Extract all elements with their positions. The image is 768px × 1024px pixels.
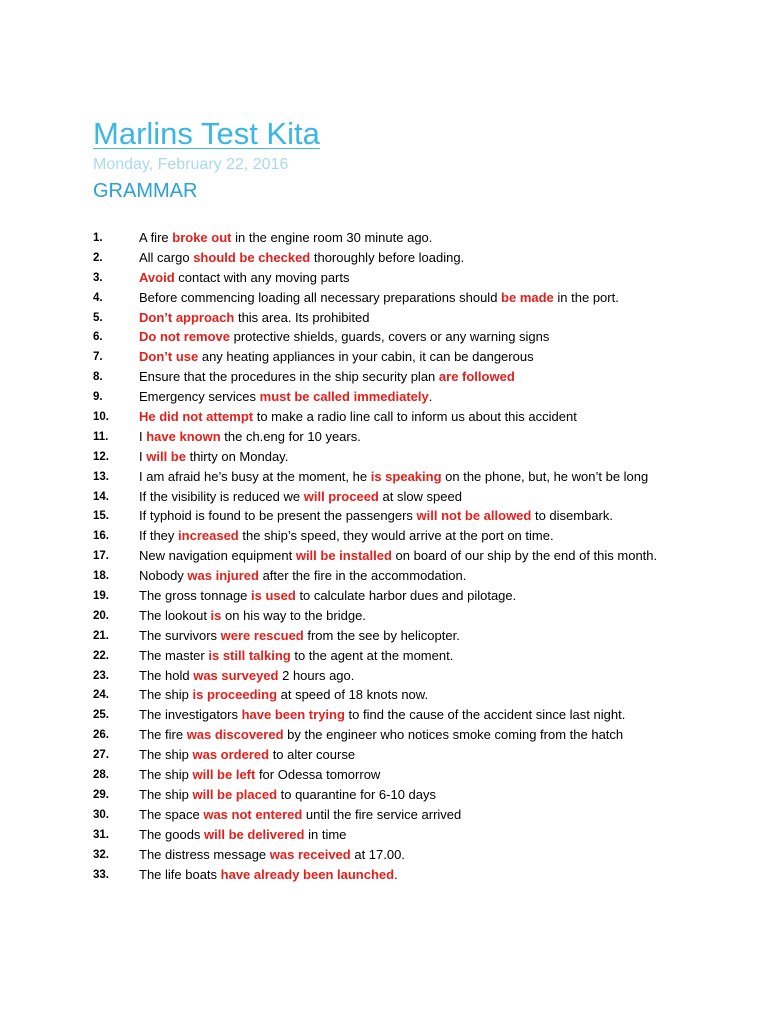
item-number: 6. [93,331,103,344]
item-text [139,389,673,405]
list-item [93,409,673,425]
item-text [139,429,673,445]
sentence-fragment: after the fire in the accommodation. [258,568,467,584]
sentence-fragment: 2 hours ago. [278,667,355,683]
sentence-fragment: protective shields, guards, covers or any warning signs [230,329,550,345]
item-text [139,409,673,425]
item-number: 1. [93,232,103,244]
sentence-fragment: The survivors [139,627,221,643]
list-item [93,767,673,783]
highlighted-answer: broke out [172,230,232,245]
item-number: 2. [93,251,103,264]
item-text [139,847,673,863]
sentence-fragment: The ship [139,786,193,802]
item-text [139,469,673,485]
sentence-fragment: the ch.eng for 10 years. [220,428,361,444]
highlighted-answer: was surveyed [193,667,279,683]
sentence-fragment: contact with any moving parts [174,269,350,285]
highlighted-answer: was discovered [186,727,284,743]
list-item [93,807,673,823]
item-text [139,727,673,743]
sentence-fragment: The distress message [139,846,270,862]
item-text [139,707,673,723]
item-number: 27. [93,749,109,762]
item-number: 30. [93,808,109,821]
sentence-fragment: until the fire service arrived [302,806,462,822]
item-text [139,449,673,465]
item-number: 18. [93,570,109,583]
item-number: 11. [93,430,109,443]
sentence-fragment: in the port. [553,289,619,305]
item-number: 9. [93,391,103,404]
item-text [139,290,673,306]
highlighted-answer: Don’t use [139,349,199,365]
sentence-fragment: to quarantine for 6-10 days [277,786,437,802]
sentence-fragment: thirty on Monday. [185,448,289,464]
highlighted-answer: will be placed [192,786,278,802]
item-number: 8. [93,371,103,384]
sentence-fragment: I [139,448,147,464]
item-number: 13. [93,470,109,483]
list-item [93,548,673,564]
list-item [93,687,673,703]
sentence-fragment: Before commencing loading all necessary preparations should [139,289,502,305]
item-text [139,767,673,783]
section-heading: GRAMMAR [93,180,198,202]
list-item [93,867,673,883]
grammar-list [93,230,673,886]
list-item [93,727,673,743]
sentence-fragment: The fire [139,727,187,743]
highlighted-answer: have known [146,428,221,444]
sentence-fragment: thoroughly before loading. [310,249,465,265]
highlighted-answer: He did not attempt [139,409,254,425]
item-text [139,508,673,524]
item-number: 20. [93,609,109,622]
list-item [93,429,673,445]
list-item [93,628,673,644]
sentence-fragment: The space [139,806,204,822]
sentence-fragment: at 17.00. [350,846,405,862]
item-text [139,747,673,763]
sentence-fragment: The life boats [139,866,221,882]
item-number: 15. [93,510,109,523]
sentence-fragment: All cargo [139,249,194,265]
sentence-fragment: If typhoid is found to be present the passengers [139,508,417,524]
list-item [93,668,673,684]
sentence-fragment: . [428,389,433,405]
sentence-fragment: If the visibility is reduced we [139,488,304,504]
list-item [93,787,673,803]
highlighted-answer: have already been launched [220,866,395,882]
list-item [93,707,673,723]
sentence-fragment: The gross tonnage [139,588,252,604]
item-number: 33. [93,868,109,881]
highlighted-answer: was ordered [192,747,270,763]
sentence-fragment: to find the cause of the accident since last night. [344,707,626,723]
item-text [139,528,673,544]
sentence-fragment: from the see by helicopter. [303,627,460,643]
document-date: Monday, February 22, 2016 [93,156,289,173]
list-item [93,389,673,405]
item-text [139,250,673,266]
sentence-fragment: in the engine room 30 minute ago. [231,230,433,245]
sentence-fragment: to calculate harbor dues and pilotage. [295,588,517,604]
item-number: 22. [93,649,109,662]
sentence-fragment: If they [139,528,179,544]
sentence-fragment: I am afraid he’s busy at the moment, he [139,468,371,484]
sentence-fragment: for Odessa tomorrow [255,767,381,783]
item-text [139,867,673,883]
highlighted-answer: was injured [187,568,259,584]
sentence-fragment: The goods [139,826,205,842]
item-number: 25. [93,709,109,722]
list-item [93,568,673,584]
sentence-fragment: New navigation equipment [139,548,296,564]
highlighted-answer: will be installed [295,548,392,564]
item-text [139,568,673,584]
sentence-fragment: in time [304,826,347,842]
item-number: 4. [93,291,103,304]
highlighted-answer: Do not remove [139,329,231,345]
item-number: 7. [93,351,103,364]
list-item [93,528,673,544]
sentence-fragment: I [139,428,147,444]
sentence-fragment: Emergency services [139,389,260,405]
sentence-fragment: . [394,866,398,882]
highlighted-answer: are followed [438,369,515,385]
highlighted-answer: will be left [192,767,256,783]
list-item [93,250,673,266]
item-number: 21. [93,629,109,642]
sentence-fragment: Ensure that the procedures in the ship security plan [139,369,439,385]
list-item [93,310,673,326]
highlighted-answer: was received [269,846,351,862]
item-text [139,787,673,803]
highlighted-answer: Don’t approach [139,309,235,325]
highlighted-answer: were rescued [220,627,304,643]
highlighted-answer: is used [251,588,296,604]
highlighted-answer: be made [501,289,554,305]
list-item [93,290,673,306]
item-number: 12. [93,450,109,463]
list-item [93,648,673,664]
item-text [139,310,673,326]
highlighted-answer: is still talking [208,647,291,663]
highlighted-answer: was not entered [203,806,303,822]
list-item [93,588,673,604]
list-item [93,230,673,246]
item-text [139,687,673,703]
list-item [93,270,673,286]
item-number: 29. [93,788,109,801]
item-text [139,668,673,684]
list-item [93,369,673,385]
sentence-fragment: at speed of 18 knots now. [277,687,429,703]
highlighted-answer: must be called immediately [259,389,429,405]
sentence-fragment: The hold [139,667,194,683]
list-item [93,608,673,624]
highlighted-answer: should be checked [193,249,311,265]
item-number: 17. [93,550,109,563]
item-number: 16. [93,530,109,543]
list-item [93,449,673,465]
item-number: 24. [93,689,109,702]
item-text [139,329,673,345]
item-text [139,369,673,385]
item-text [139,648,673,664]
sentence-fragment: The master [139,647,209,663]
item-number: 26. [93,729,109,742]
highlighted-answer: is proceeding [192,687,278,703]
sentence-fragment: this area. Its prohibited [234,309,370,325]
sentence-fragment: on the phone, but, he won’t be long [441,468,649,484]
sentence-fragment: The lookout [139,607,211,623]
list-item [93,747,673,763]
list-item [93,349,673,365]
item-text [139,230,673,246]
sentence-fragment: The ship [139,767,193,783]
highlighted-answer: is speaking [370,468,442,484]
item-number: 10. [93,411,109,424]
sentence-fragment: to disembark. [531,508,614,524]
item-number: 31. [93,828,109,841]
highlighted-answer: will proceed [303,488,379,504]
sentence-fragment: the ship’s speed, they would arrive at the port on time. [238,528,554,544]
list-item [93,508,673,524]
highlighted-answer: will be [146,448,186,464]
item-text [139,270,673,286]
item-text [139,349,673,365]
document-title[interactable]: Marlins Test Kita [93,116,320,151]
sentence-fragment: any heating appliances in your cabin, it can be dangerous [198,349,534,365]
highlighted-answer: Avoid [139,269,175,285]
sentence-fragment: on board of our ship by the end of this month. [391,548,658,564]
list-item [93,489,673,505]
sentence-fragment: to the agent at the moment. [290,647,454,663]
item-text [139,628,673,644]
item-number: 32. [93,848,109,861]
item-number: 14. [93,490,109,503]
sentence-fragment: The ship [139,747,193,763]
highlighted-answer: have been trying [241,707,345,723]
highlighted-answer: will not be allowed [416,508,532,524]
item-number: 3. [93,271,103,284]
sentence-fragment: Nobody [139,568,188,584]
list-item [93,329,673,345]
item-number: 23. [93,669,109,682]
sentence-fragment: by the engineer who notices smoke coming from the hatch [283,727,624,743]
sentence-fragment: to alter course [269,747,356,763]
sentence-fragment: A fire [139,230,173,245]
item-number: 5. [93,311,103,324]
item-text [139,608,673,624]
item-text [139,588,673,604]
sentence-fragment: The ship [139,687,193,703]
sentence-fragment: The investigators [139,707,242,723]
sentence-fragment: at slow speed [378,488,462,504]
highlighted-answer: will be delivered [204,826,305,842]
item-number: 28. [93,769,109,782]
item-text [139,489,673,505]
sentence-fragment: on his way to the bridge. [221,607,366,623]
list-item [93,847,673,863]
item-text [139,548,673,564]
sentence-fragment: to make a radio line call to inform us about this accident [253,409,577,425]
list-item [93,827,673,843]
item-text [139,807,673,823]
list-item [93,469,673,485]
item-text [139,827,673,843]
item-number: 19. [93,590,109,603]
highlighted-answer: increased [178,528,239,544]
highlighted-answer: is [210,607,222,623]
